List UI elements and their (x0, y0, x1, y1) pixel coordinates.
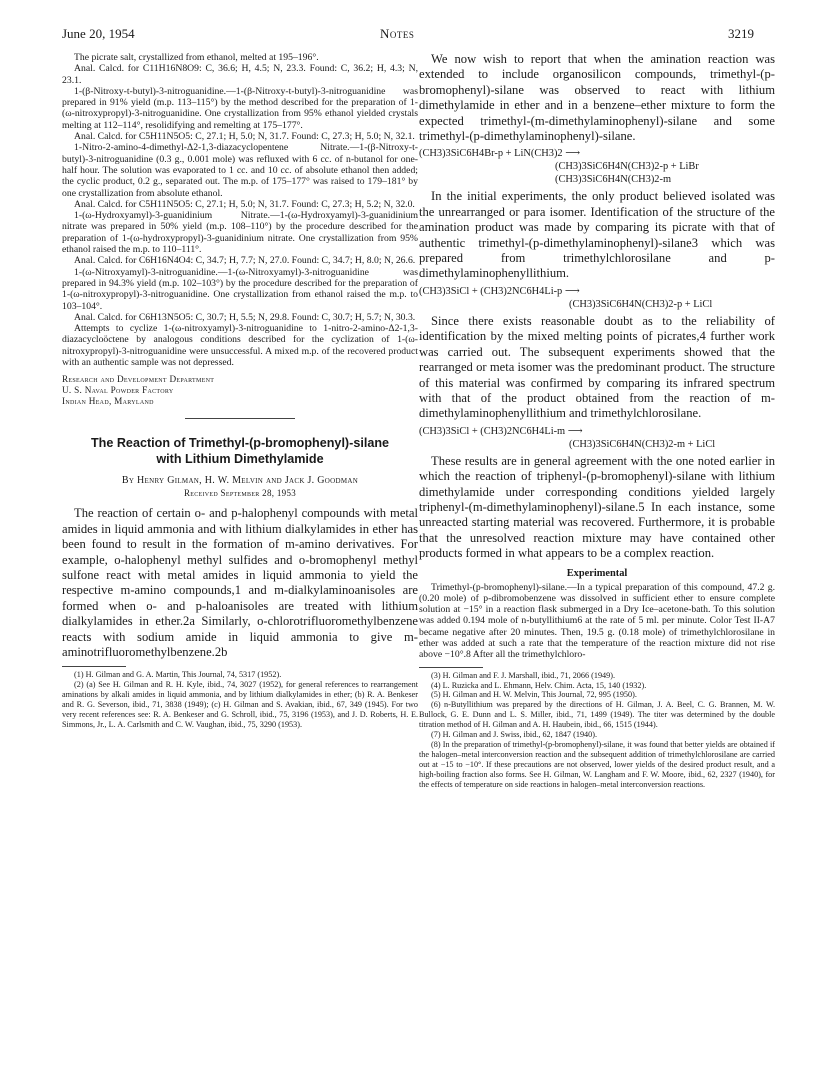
paragraph: The picrate salt, crystallized from ethanol, melted at 195–196°. (74, 52, 319, 63)
footnote: (3) H. Gilman and F. J. Marshall, ibid., 71, 2066 (1949). (431, 670, 615, 680)
address-line: Indian Head, Maryland (62, 396, 154, 407)
running-date: June 20, 1954 (62, 26, 135, 41)
paragraph: Anal. Calcd. for C6H16N4O4: C, 34.7; H, 7.7; N, 27.0. Found: C, 34.7; H, 8.0; N, 26.6. (74, 255, 416, 267)
section-heading: Experimental (566, 567, 628, 579)
equation-line: (CH3)3SiCl + (CH3)2NC6H4Li-p ⟶ (419, 285, 580, 297)
footnote: (8) In the preparation of trimethyl-(p-bromophenyl)-silane, it was found that better yields are obtained if the halogen–metal interconversion reaction and the subsequent addition of trimethylchlorosilane are carried out at −15 to −10°. If these precautions are not observed, lower yields of the desired product result, and a high-boiling fraction also forms. See H. Gilman, W. Langham and F. W. Moore, ibid., 62, 2327 (1940), for the effects of temperature on side reactions in halogen–metal interconversion reactions. (419, 739, 775, 789)
received-date: Received September 28, 1953 (183, 488, 297, 499)
authors: By Henry Gilman, H. W. Melvin and Jack J. Goodman (121, 475, 359, 487)
footnote-rule (419, 667, 483, 668)
paragraph: Anal. Calcd. for C5H11N5O5: C, 27.1; H, 5.0; N, 31.7. Found: C, 27.3; H, 5.0; N, 32.1. (74, 131, 415, 143)
equation-1 (419, 147, 775, 186)
footnote-rule (62, 666, 126, 667)
paragraph: 1-(β-Nitroxy-t-butyl)-3-nitroguanidine.—1-(β-Nitroxy-t-butyl)-3-nitroguanidine was prepared in 91% yield (m.p. 113–115°) by the method described for the preparation of 1-(ω-nitroxypropyl)-3-nitroguanidine. One crystallization from 95% ethanol yielded crystals melting at 112–114°, resolidifying and remelting at 175–177°. (62, 85, 418, 131)
address-line: Research and Development Department (62, 374, 215, 385)
paragraph: 1-Nitro-2-amino-4-dimethyl-Δ2-1,3-diazacyclopentene Nitrate.—1-(β-Nitroxy-t-butyl)-3-nitroguanidine (0.3 g., 0.001 mole) was refluxed with 6 cc. of n-butanol for one-half hour. The solution was evaporated to 1 cc. and 10 cc. of absolute ethanol then added; the cyclic product, 0.2 g., separated out. The m.p. of 175–177° was raised to 179–181° by one crystallization from absolute ethanol. (62, 142, 418, 199)
footnote: (5) H. Gilman and H. W. Melvin, This Journal, 72, 995 (1950). (431, 690, 637, 700)
footnote: (7) H. Gilman and J. Swiss, ibid., 62, 1847 (1940). (431, 730, 598, 740)
paragraph: Anal. Calcd. for C6H13N5O5: C, 30.7; H, 5.5; N, 29.8. Found: C, 30.7; H, 5.7; N, 30.3. (74, 311, 416, 323)
footnote: (4) L. Ruzicka and L. Ehmann, Helv. Chim. Acta, 15, 140 (1932). (431, 680, 647, 690)
paragraph: Trimethyl-(p-bromophenyl)-silane.—In a typical preparation of this compound, 47.2 g. (0.20 mole) of p-dibromobenzene was dissolved in sufficient ether to ensure complete solution at −15° in a reaction flask submerged in a Dry Ice–acetone-bath. To this solution was added 0.194 mole of n-butyllithium6 at the rate of 5 ml. per minute. Color Test II-A7 became negative after 20 minutes. Then, 19.5 g. (0.18 mole) of trimethylchlorosilane in ether was added at such a rate that the temperature of the reaction mixture did not rise above −10°.8 After all the trimethylchloro- (419, 581, 775, 661)
right-column (419, 52, 775, 790)
left-column (62, 52, 418, 730)
equation-2 (419, 285, 775, 311)
paragraph: These results are in general agreement with the one noted earlier in which the reaction of triphenyl-(p-bromophenyl)-silane with lithium dimethylamide under corresponding conditions yielded largely triphenyl-(m-dimethylaminophenyl)-silane.5 In each instance, some unreacted starting material was recovered. Furthermore, it is probable that the unresolved reaction mixture may have contained other products formed in what appears to be a complex reaction. (419, 453, 775, 561)
title-line: The Reaction of Trimethyl-(p-bromophenyl)-silane (90, 436, 390, 451)
divider (185, 418, 295, 419)
equation-line: (CH3)3SiCl + (CH3)2NC6H4Li-m ⟶ (419, 425, 583, 437)
footnote: (1) H. Gilman and G. A. Martin, This Journal, 74, 5317 (1952). (74, 670, 282, 680)
equation-line: (CH3)3SiC6H4N(CH3)2-m + LiCl (569, 438, 716, 450)
article-title (62, 435, 418, 467)
title-line: with Lithium Dimethylamide (156, 452, 324, 467)
equation-line: (CH3)3SiC6H4N(CH3)2-m (555, 174, 672, 186)
affiliation (62, 374, 418, 407)
paragraph: Since there exists reasonable doubt as to the reliability of identification by the mixed melting points of picrates,4 further work was carried out. The subsequent experiments showed that the rearranged or meta isomer was the predominant product. The structure of this material was confirmed by comparing its infrared spectrum with that of the product obtained from the reaction of m-dimethylaminophenyllithium and trimethylchlorosilane. (419, 313, 775, 421)
address-line: U. S. Naval Powder Factory (62, 385, 174, 396)
paragraph: Anal. Calcd. for C11H16N8O9: C, 36.6; H, 4.5; N, 23.3. Found: C, 36.2; H, 4.3; N, 23.1. (62, 63, 418, 86)
paragraph: 1-(ω-Nitroxyamyl)-3-nitroguanidine.—1-(ω-Nitroxyamyl)-3-nitroguanidine was prepared in 94.3% yield (m.p. 102–103°) by the procedure described for the preparation of 1-(ω-nitroxypropyl)-3-nitroguanidine. One crystallization from ethanol raised the m.p. to 103–104°. (62, 266, 418, 312)
intro-paragraph: The reaction of certain o- and p-halophenyl compounds with metal amides in liquid ammonia and with lithium dialkylamides in ether has been found to result in the formation of m-amino derivatives. For example, o-halophenyl methyl sulfides and o-bromophenyl methyl sulfone react with metal amides in liquid ammonia to yield the respective m-amino compounds,1 and m-dialkylaminoanisoles are formed when o- and p-haloanisoles are treated with lithium dialkylamides in ether.2a Similarly, o-chlorotrifluoromethylbenzene reacts with sodium amide in liquid ammonia to give m-aminotrifluoromethylbenzene.2b (62, 506, 418, 659)
paragraph: In the initial experiments, the only product believed isolated was the unrearranged or para isomer. Identification of the structure of the amination product was made by comparing its picrate with that of authentic trimethyl-(p-dimethylaminophenyl)-silane3 which was prepared from trimethylchlorosilane and p-dimethylaminophenyllithium. (419, 189, 775, 281)
paragraph: We now wish to report that when the amination reaction was extended to include organosilicon compounds, trimethyl-(p-bromophenyl)-silane was observed to react with lithium dimethylamide in ether and in a benzene–ether mixture to form the expected trimethyl-(m-dimethylaminophenyl)-silane and some trimethyl-(p-dimethylaminophenyl)-silane. (419, 52, 775, 144)
equation-line: (CH3)3SiC6H4N(CH3)2-p + LiBr (555, 161, 699, 173)
footnote: (2) (a) See H. Gilman and R. H. Kyle, ibid., 74, 3027 (1952), for general references to rearrangement aminations by alkali amides in liquid ammonia, and by lithium dialkylamides in ether; (b) R. A. Benkeser and R. G. Severson, ibid., 71, 3838 (1949); (c) H. Gilman and S. Avakian, ibid., 67, 349 (1945). For two very recent references see: R. A. Benkeser and G. Schroll, ibid., 75, 3196 (1953), and J. D. Roberts, H. E. Simmons, Jr., L. A. Carlsmith and C. W. Vaughan, ibid., 75, 3290 (1953). (62, 680, 418, 729)
equation-line: (CH3)3SiC6H4Br-p + LiN(CH3)2 ⟶ (419, 148, 581, 160)
footnote: (6) n-Butyllithium was prepared by the directions of H. Gilman, J. A. Beel, C. G. Brannen, M. W. Bullock, G. E. Dunn and L. S. Miller, ibid., 71, 1499 (1949). The titer was determined by the double titration method of H. Gilman and A. H. Haubein, ibid., 66, 1515 (1944). (419, 700, 775, 730)
page-number: 3219 (728, 26, 754, 41)
paragraph: 1-(ω-Hydroxyamyl)-3-guanidinium Nitrate.—1-(ω-Hydroxyamyl)-3-guanidinium nitrate was prepared in 50% yield (m.p. 108–110°) by the procedure described for the preparation of 1-(ω-hydroxypropyl)-3-guanidinium nitrate. One crystallization from 95% ethanol raised the m.p. to 110–111°. (62, 210, 418, 256)
running-section: Notes (380, 26, 415, 41)
equation-3 (419, 425, 775, 451)
equation-line: (CH3)3SiC6H4N(CH3)2-p + LiCl (569, 298, 713, 310)
paragraph: Attempts to cyclize 1-(ω-nitroxyamyl)-3-nitroguanidine to 1-nitro-2-amino-Δ2-1,3-diazacycloöctene by analogous conditions described for the cyclization of 1-(ω-nitroxypropyl)-3-nitroguanidine were unsuccessful. A mixed m.p. of the recovered product with an authentic sample was not depressed. (62, 323, 418, 369)
paragraph: Anal. Calcd. for C5H11N5O5: C, 27.1; H, 5.0; N, 31.7. Found: C, 27.3; H, 5.2; N, 32.0. (74, 198, 415, 210)
